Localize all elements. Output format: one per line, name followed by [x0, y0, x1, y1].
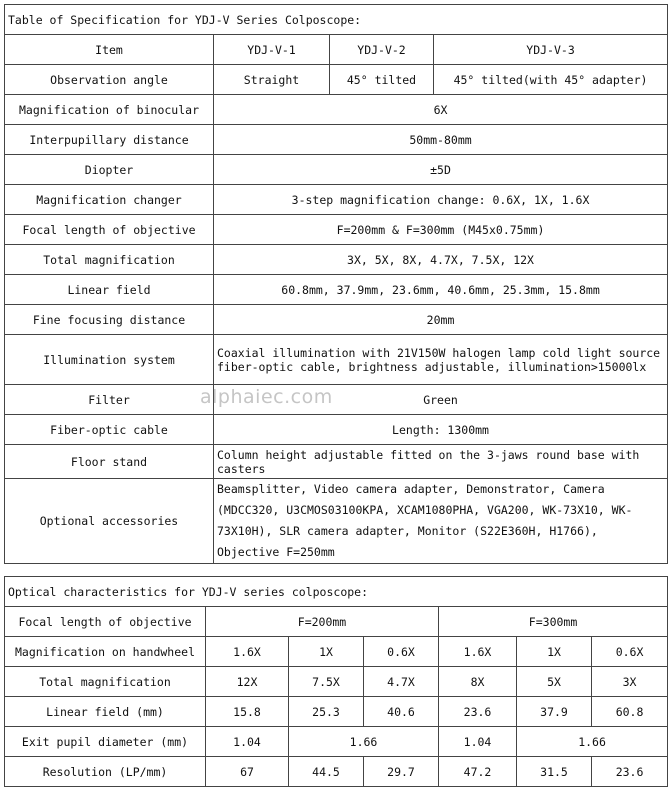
- label-fiber-optic: Fiber-optic cable: [5, 415, 214, 445]
- value-magnification-binocular: 6X: [214, 95, 668, 125]
- optics-exit-pupil-row: [5, 727, 668, 757]
- row-illumination: [5, 335, 668, 385]
- table-cell: 47.2: [439, 757, 517, 787]
- value-observation-v3: 45° tilted(with 45° adapter): [434, 65, 668, 95]
- row-fine-focusing: [5, 305, 668, 335]
- label-resolution: Resolution (LP/mm): [5, 757, 206, 787]
- header-f300: F=300mm: [439, 607, 668, 637]
- spec-header-row: [5, 35, 668, 65]
- row-fiber-optic: [5, 415, 668, 445]
- value-linear-field: 60.8mm, 37.9mm, 23.6mm, 40.6mm, 25.3mm, 15.8mm: [214, 275, 668, 305]
- label-optional-accessories: Optional accessories: [5, 479, 214, 564]
- header-v3: YDJ-V-3: [434, 35, 668, 65]
- row-focal-length: [5, 215, 668, 245]
- row-filter: [5, 385, 668, 415]
- label-total-magnification: Total magnification: [5, 245, 214, 275]
- table-cell: 4.7X: [364, 667, 439, 697]
- table-cell: 29.7: [364, 757, 439, 787]
- table-cell: 40.6: [364, 697, 439, 727]
- table-cell: 25.3: [289, 697, 364, 727]
- row-observation-angle: [5, 65, 668, 95]
- label-illumination: Illumination system: [5, 335, 214, 385]
- label-focal-length: Focal length of objective: [5, 215, 214, 245]
- table-cell: 15.8: [206, 697, 289, 727]
- row-diopter: [5, 155, 668, 185]
- value-focal-length: F=200mm & F=300mm (M45x0.75mm): [214, 215, 668, 245]
- label-interpupillary: Interpupillary distance: [5, 125, 214, 155]
- optics-title-row: [5, 577, 668, 607]
- optics-title: Optical characteristics for YDJ-V series colposcope:: [5, 577, 668, 607]
- table-cell: 7.5X: [289, 667, 364, 697]
- value-interpupillary: 50mm-80mm: [214, 125, 668, 155]
- value-filter: Green: [214, 385, 668, 415]
- header-v2: YDJ-V-2: [330, 35, 434, 65]
- table-cell: 23.6: [592, 757, 668, 787]
- label-optics-linear: Linear field (mm): [5, 697, 206, 727]
- table-cell: 23.6: [439, 697, 517, 727]
- label-observation-angle: Observation angle: [5, 65, 214, 95]
- value-floor-stand: Column height adjustable fitted on the 3-jaws round base with casters: [214, 445, 668, 479]
- table-cell: 3X: [592, 667, 668, 697]
- value-total-magnification: 3X, 5X, 8X, 4.7X, 7.5X, 12X: [214, 245, 668, 275]
- spec-title-row: [5, 5, 668, 35]
- table-cell: 0.6X: [364, 637, 439, 667]
- optical-characteristics-table: [4, 576, 668, 787]
- table-cell: 1.04: [206, 727, 289, 757]
- label-magnification-changer: Magnification changer: [5, 185, 214, 215]
- label-fine-focusing: Fine focusing distance: [5, 305, 214, 335]
- table-cell: 44.5: [289, 757, 364, 787]
- value-diopter: ±5D: [214, 155, 668, 185]
- label-magnification-binocular: Magnification of binocular: [5, 95, 214, 125]
- label-handwheel: Magnification on handwheel: [5, 637, 206, 667]
- spec-title: Table of Specification for YDJ-V Series Colposcope:: [5, 5, 668, 35]
- row-magnification-changer: [5, 185, 668, 215]
- specification-table: [4, 4, 668, 564]
- table-cell: 1X: [289, 637, 364, 667]
- value-observation-v2: 45° tilted: [330, 65, 434, 95]
- optics-linear-row: [5, 697, 668, 727]
- value-illumination: Coaxial illumination with 21V150W halogen lamp cold light source fiber-optic cable, brightness adjustable, illumination>15000lx: [214, 335, 668, 385]
- label-floor-stand: Floor stand: [5, 445, 214, 479]
- value-optional-accessories: Beamsplitter, Video camera adapter, Demonstrator, Camera (MDCC320, U3CMOS03100KPA, XCAM1080PHA, VGA200, WK-73X10, WK-73X10H), SLR camera adapter, Monitor (S22E360H, H1766), Objective F=250mm: [214, 479, 668, 564]
- value-magnification-changer: 3-step magnification change: 0.6X, 1X, 1.6X: [214, 185, 668, 215]
- row-magnification-binocular: [5, 95, 668, 125]
- label-optics-total: Total magnification: [5, 667, 206, 697]
- row-total-magnification: [5, 245, 668, 275]
- value-observation-v1: Straight: [214, 65, 330, 95]
- table-cell: 5X: [517, 667, 592, 697]
- row-floor-stand: [5, 445, 668, 479]
- table-cell: 37.9: [517, 697, 592, 727]
- table-cell: 1X: [517, 637, 592, 667]
- table-cell: 8X: [439, 667, 517, 697]
- table-cell: 12X: [206, 667, 289, 697]
- label-linear-field: Linear field: [5, 275, 214, 305]
- optics-handwheel-row: [5, 637, 668, 667]
- table-cell: 60.8: [592, 697, 668, 727]
- label-diopter: Diopter: [5, 155, 214, 185]
- label-filter: Filter: [5, 385, 214, 415]
- row-linear-field: [5, 275, 668, 305]
- table-cell: 1.6X: [439, 637, 517, 667]
- label-optics-focal: Focal length of objective: [5, 607, 206, 637]
- table-cell: 1.6X: [206, 637, 289, 667]
- label-exit-pupil: Exit pupil diameter (mm): [5, 727, 206, 757]
- watermark: alphaiec.com: [200, 386, 333, 408]
- value-fiber-optic: Length: 1300mm: [214, 415, 668, 445]
- optics-resolution-row: [5, 757, 668, 787]
- row-optional-accessories: [5, 479, 668, 564]
- header-v1: YDJ-V-1: [214, 35, 330, 65]
- table-cell: 1.66: [289, 727, 439, 757]
- table-cell: 31.5: [517, 757, 592, 787]
- row-interpupillary: [5, 125, 668, 155]
- optics-total-row: [5, 667, 668, 697]
- header-f200: F=200mm: [206, 607, 439, 637]
- header-item: Item: [5, 35, 214, 65]
- table-cell: 67: [206, 757, 289, 787]
- optics-focal-row: [5, 607, 668, 637]
- table-cell: 1.04: [439, 727, 517, 757]
- table-cell: 1.66: [517, 727, 668, 757]
- value-fine-focusing: 20mm: [214, 305, 668, 335]
- table-cell: 0.6X: [592, 637, 668, 667]
